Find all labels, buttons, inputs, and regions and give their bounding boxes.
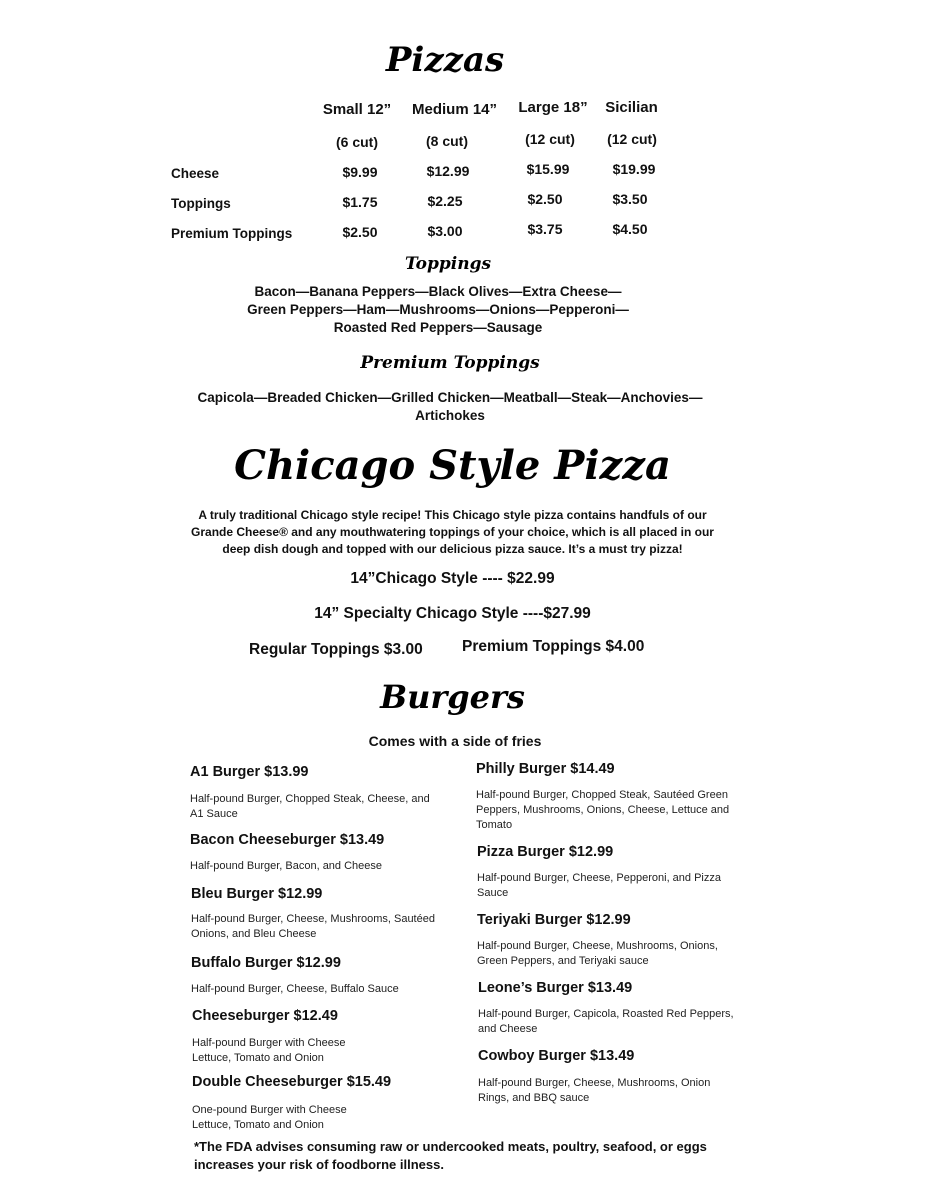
burger-description: Half-pound Burger, Cheese, Mushrooms, Sautéed Onions, and Bleu Cheese xyxy=(191,913,435,940)
chicago-price-specialty: 14” Specialty Chicago Style ----$27.99 xyxy=(314,605,591,622)
price-cell: $2.50 xyxy=(342,224,378,240)
chicago-heading: Chicago Style Pizza xyxy=(234,442,671,489)
chicago-description-line: deep dish dough and topped with our delicious pizza sauce. It’s a must try pizza! xyxy=(222,542,683,556)
col-head-sicilian: Sicilian xyxy=(605,99,658,116)
premium-toppings-line: Artichokes xyxy=(415,408,485,423)
burger-description: Half-pound Burger, Cheese, Mushrooms, Onion Rings, and BBQ sauce xyxy=(478,1077,711,1104)
chicago-description-line: A truly traditional Chicago style recipe! This Chicago style pizza contains handfuls of our xyxy=(198,508,707,522)
burger-description: Half-pound Burger, Bacon, and Cheese xyxy=(190,860,383,872)
burger-description: Half-pound Burger, Cheese, Mushrooms, Onions, Green Peppers, and Teriyaki sauce xyxy=(477,940,718,967)
chicago-description-line: Grande Cheese® and any mouthwatering toppings of your choice, which is all placed in our xyxy=(191,525,714,539)
fda-notice: *The FDA advises consuming raw or undercooked meats, poultry, seafood, or eggs increases your risk of foodborne illness. xyxy=(194,1139,707,1172)
toppings-line: Bacon—Banana Peppers—Black Olives—Extra Cheese— xyxy=(254,284,622,299)
burgers-subtitle: Comes with a side of fries xyxy=(368,733,542,749)
burger-name: Leone’s Burger $13.49 xyxy=(478,980,633,996)
burger-name: A1 Burger $13.99 xyxy=(190,764,309,780)
price-cell: $3.50 xyxy=(612,191,648,207)
burger-name: Double Cheeseburger $15.49 xyxy=(192,1074,392,1090)
burger-name: Bacon Cheeseburger $13.49 xyxy=(190,832,385,848)
col-head-large: Large 18” xyxy=(518,99,588,116)
burger-description: One-pound Burger with Cheese Lettuce, Tomato and Onion xyxy=(192,1104,347,1131)
row-label-cheese: Cheese xyxy=(171,166,220,181)
burger-description: Half-pound Burger, Chopped Steak, Sautéed Green Peppers, Mushrooms, Onions, Cheese, Lettuce and Tomato xyxy=(476,789,730,831)
price-cell: $2.50 xyxy=(527,191,563,207)
burgers-heading: Burgers xyxy=(380,678,525,716)
col-head-small: Small 12” xyxy=(322,101,392,118)
burger-description: Half-pound Burger, Cheese, Buffalo Sauce xyxy=(191,983,399,995)
burger-name: Teriyaki Burger $12.99 xyxy=(477,912,631,928)
burger-name: Bleu Burger $12.99 xyxy=(191,886,323,902)
price-cell: $12.99 xyxy=(426,163,470,179)
premium-toppings-heading: Premium Toppings xyxy=(360,353,540,373)
toppings-line: Roasted Red Peppers—Sausage xyxy=(333,320,543,335)
price-cell: $15.99 xyxy=(526,161,570,177)
row-label-toppings: Toppings xyxy=(171,196,231,211)
toppings-heading: Toppings xyxy=(404,254,492,274)
toppings-line: Green Peppers—Ham—Mushrooms—Onions—Pepperoni— xyxy=(247,302,629,317)
row-label-premium: Premium Toppings xyxy=(171,226,293,241)
col-head-medium: Medium 14” xyxy=(411,101,498,118)
premium-toppings-line: Capicola—Breaded Chicken—Grilled Chicken—Meatball—Steak—Anchovies— xyxy=(197,390,703,405)
burger-name: Pizza Burger $12.99 xyxy=(477,844,614,860)
price-cell: $4.50 xyxy=(612,221,648,237)
col-cut-sicilian: (12 cut) xyxy=(607,131,657,147)
price-cell: $1.75 xyxy=(342,194,378,210)
price-cell: $3.75 xyxy=(527,221,563,237)
burger-description: Half-pound Burger, Cheese, Pepperoni, and Pizza Sauce xyxy=(477,872,721,899)
burger-name: Philly Burger $14.49 xyxy=(476,761,615,777)
pizzas-heading: Pizzas xyxy=(385,40,505,80)
burger-description: Half-pound Burger, Capicola, Roasted Red Peppers, and Cheese xyxy=(478,1008,734,1035)
chicago-price-standard: 14”Chicago Style ---- $22.99 xyxy=(350,570,555,587)
col-cut-large: (12 cut) xyxy=(525,131,575,147)
price-cell: $9.99 xyxy=(342,164,378,180)
chicago-regular-toppings: Regular Toppings $3.00 xyxy=(249,641,423,658)
burger-name: Cowboy Burger $13.49 xyxy=(478,1048,635,1064)
burger-name: Buffalo Burger $12.99 xyxy=(191,955,341,971)
burger-description: Half-pound Burger with Cheese Lettuce, Tomato and Onion xyxy=(192,1037,346,1064)
price-cell: $3.00 xyxy=(427,223,463,239)
price-cell: $19.99 xyxy=(612,161,656,177)
burger-description: Half-pound Burger, Chopped Steak, Cheese, and A1 Sauce xyxy=(190,793,430,820)
burger-name: Cheeseburger $12.49 xyxy=(192,1008,338,1024)
col-cut-small: (6 cut) xyxy=(336,134,378,150)
col-cut-medium: (8 cut) xyxy=(426,133,468,149)
price-cell: $2.25 xyxy=(427,193,463,209)
chicago-premium-toppings: Premium Toppings $4.00 xyxy=(462,638,645,655)
